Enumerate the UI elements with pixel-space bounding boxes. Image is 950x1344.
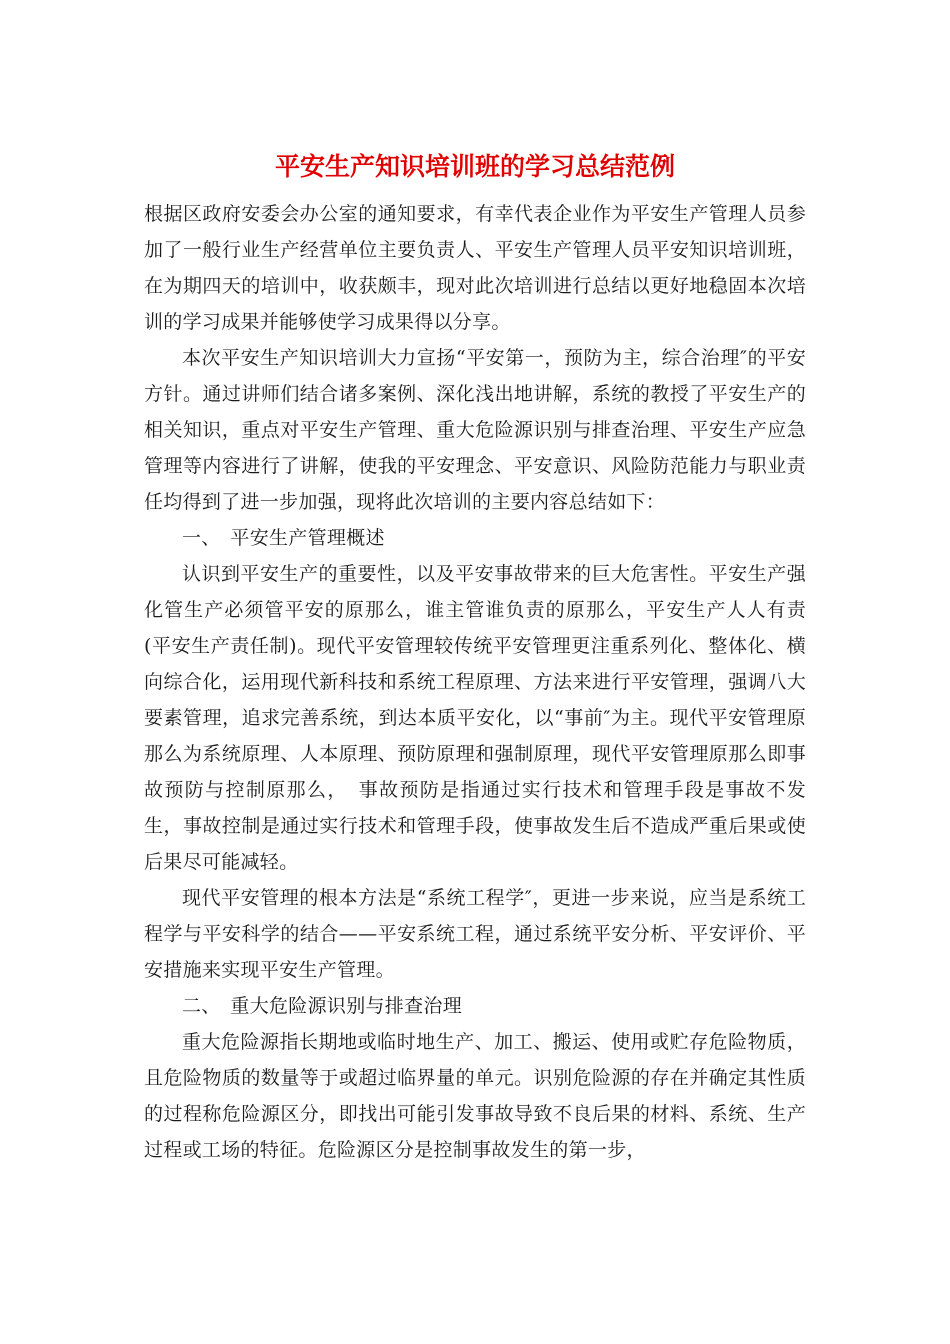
paragraph-system-engineering: 现代平安管理的根本方法是“系统工程学″，更进一步来说，应当是系统工程学与平安科学的结合——平安系统工程，通过系统平安分析、平安评价、平安措施来实现平安生产管理。 [144,887,806,981]
paragraph-intro: 根据区政府安委会办公室的通知要求，有幸代表企业作为平安生产管理人员参加了一般行业生产经营单位主要负责人、平安生产管理人员平安知识培训班，在为期四天的培训中，收获颇丰，现对此次培训进行总结以更好地稳固本次培训的学习成果并能够使学习成果得以分享。 [144,203,806,333]
paragraph-safety-management: 认识到平安生产的重要性，以及平安事故带来的巨大危害性。平安生产强化管生产必须管平安的原那么，谁主管谁负责的原那么，平安生产人人有责(平安生产责任制)。现代平安管理较传统平安管理更注重系列化、整体化、横向综合化，运用现代新科技和系统工程原理、方法来进行平安管理，强调八大要素管理，追求完善系统，到达本质平安化，以“事前″为主。现代平安管理原那么为系统原理、人本原理、预防原理和强制原理，现代平安管理原那么即事故预防与控制原那么， 事故预防是指通过实行技术和管理手段是事故不发生，事故控制是通过实行技术和管理手段，使事故发生后不造成严重后果或使后果尽可能减轻。 [144,563,806,873]
section-heading-1: 一、 平安生产管理概述 [182,527,385,549]
paragraph-hazard-sources: 重大危险源指长期地或临时地生产、加工、搬运、使用或贮存危险物质，且危险物质的数量等于或超过临界量的单元。识别危险源的存在并确定其性质的过程称危险源区分，即找出可能引发事故导致不良后果的材料、系统、生产过程或工场的特征。危险源区分是控制事故发生的第一步， [144,1031,806,1161]
document-body [144,196,806,1168]
paragraph-training-overview: 本次平安生产知识培训大力宣扬“平安第一，预防为主，综合治理″的平安方针。通过讲师们结合诸多案例、深化浅出地讲解，系统的教授了平安生产的相关知识，重点对平安生产管理、重大危险源识别与排查治理、平安生产应急管理等内容进行了讲解，使我的平安理念、平安意识、风险防范能力与职业责任均得到了进一步加强，现将此次培训的主要内容总结如下： [144,347,806,513]
document-title: 平安生产知识培训班的学习总结范例 [274,152,675,181]
section-heading-2: 二、 重大危险源识别与排查治理 [182,995,463,1017]
